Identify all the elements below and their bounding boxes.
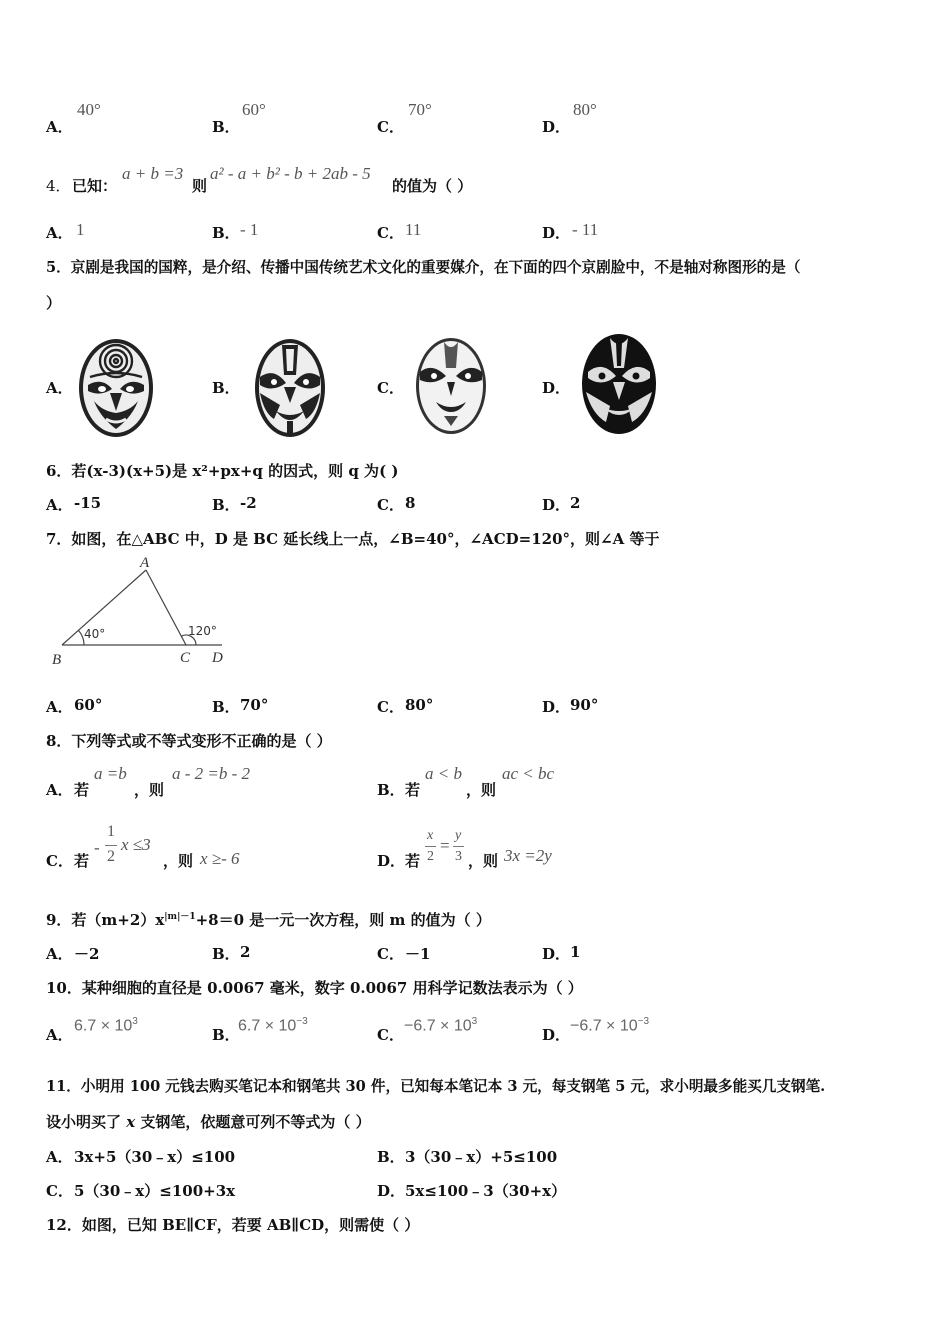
opera-mask-c-image [414, 336, 488, 436]
q11-option-d-label: D． [377, 1182, 406, 1200]
q8-option-d-numerator-y: y [455, 828, 462, 843]
q7-option-a-value: 60° [74, 696, 103, 714]
q6-option-d-value: 2 [570, 494, 581, 512]
q6-option-c-label: C． [377, 496, 404, 514]
q3-option-d-value: 80° [573, 100, 597, 119]
q4-option-c-value: 11 [405, 220, 422, 239]
q8-option-a-ze: ，则 [134, 781, 165, 799]
q8-option-c-fraction-bar [105, 845, 117, 846]
q9-text [46, 909, 491, 930]
q7-option-a-label: A． [46, 698, 73, 716]
q8-option-d-fraction-bar-2 [453, 846, 464, 847]
q8-option-d-label: D． [377, 852, 406, 870]
q7-label-d: D [212, 650, 223, 666]
q10-option-c-label: C． [377, 1026, 404, 1044]
q10-text: 10．某种细胞的直径是 0.0067 毫米，数字 0.0067 用科学记数法表示为（ ） [46, 979, 583, 997]
q6-option-a-label: A． [46, 496, 73, 514]
opera-mask-b-image [252, 337, 328, 439]
q8-option-d-denominator-2: 2 [427, 849, 434, 864]
q8-option-c-ze: ，则 [163, 852, 194, 870]
q4-condition: a + b =3 [122, 164, 184, 183]
q9-text-post: +8＝0 是一元一次方程，则 m 的值为（ ） [195, 911, 491, 929]
q7-option-d-label: D． [542, 698, 571, 716]
q11-text-line2 [46, 1111, 371, 1132]
q8-option-c-minus: - [94, 838, 100, 857]
q7-label-b: B [52, 652, 62, 668]
q9-option-a-label: A． [46, 945, 73, 963]
q12-text: 12．如图，已知 BE∥CF，若要 AB∥CD，则需使（ ） [46, 1216, 420, 1234]
opera-mask-a-image [76, 337, 156, 439]
q5-option-a-label: A． [46, 379, 73, 397]
q8-option-b-ze: ，则 [466, 781, 497, 799]
q4-suffix: 的值为（ ） [392, 177, 473, 195]
q4-option-d-value: - 11 [572, 220, 599, 239]
q8-option-b-result: ac < bc [502, 764, 555, 783]
q10-option-a-base: 6.7 × 10 [74, 1017, 133, 1035]
q10-option-d-value [570, 1016, 649, 1035]
q11-option-b-label: B． [377, 1148, 405, 1166]
q10-option-d-label: D． [542, 1026, 571, 1044]
q8-option-a-ruo: 若 [74, 781, 90, 799]
q11-option-d-value: 5x≤100﹣3（30+x） [405, 1182, 567, 1200]
q3-option-a-label: A． [46, 118, 73, 136]
q5-option-d-label: D． [542, 379, 571, 397]
q8-option-c-label: C． [46, 852, 73, 870]
q11-option-a-value: 3x+5（30﹣x）≤100 [74, 1148, 236, 1166]
q6-option-d-label: D． [542, 496, 571, 514]
q8-option-c-ruo: 若 [74, 852, 90, 870]
q10-option-c-base: −6.7 × 10 [404, 1017, 472, 1035]
q10-option-c-exp: 3 [471, 1016, 478, 1027]
q11-option-c-label: C． [46, 1182, 73, 1200]
q7-side-ac [146, 570, 186, 645]
q9-text-pre: 9．若（m+2）x [46, 911, 165, 929]
q3-option-b-value: 60° [242, 100, 266, 119]
q8-option-c-cond: x ≤3 [121, 835, 151, 854]
q4-number: 4． [46, 177, 71, 195]
q10-option-b-base: 6.7 × 10 [238, 1017, 297, 1035]
q7-option-b-label: B． [212, 698, 240, 716]
q10-option-a-exp: 3 [132, 1016, 138, 1027]
q3-option-b-label: B． [212, 118, 240, 136]
q10-option-b-value [238, 1016, 308, 1035]
q3-option-a-value: 40° [77, 100, 101, 119]
q3-option-c-value: 70° [408, 100, 432, 119]
q8-option-d-equals: = [440, 836, 450, 855]
q3-option-d-label: D． [542, 118, 571, 136]
q7-option-b-value: 70° [240, 696, 269, 714]
q5-option-c-label: C． [377, 379, 404, 397]
q3-option-c-label: C． [377, 118, 404, 136]
q10-option-d-exp: −3 [637, 1016, 650, 1027]
q11-line2-pre: 设小明买了 [46, 1113, 127, 1131]
q9-option-d-label: D． [542, 945, 571, 963]
q9-option-c-label: C． [377, 945, 404, 963]
q11-line2-x: x [126, 1113, 136, 1131]
q4-option-d-label: D． [542, 224, 571, 242]
q6-option-a-value: -15 [74, 494, 102, 512]
q9-option-c-value: －1 [405, 945, 431, 963]
q9-option-d-value: 1 [570, 943, 581, 961]
q7-angle-c-label: 120° [188, 624, 217, 638]
q11-option-b-value: 3（30﹣x）+5≤100 [405, 1148, 558, 1166]
q6-option-b-label: B． [212, 496, 240, 514]
q10-option-c-value [404, 1016, 477, 1035]
q4-option-b-value: - 1 [240, 220, 259, 239]
q11-option-c-value: 5（30﹣x）≤100+3x [74, 1182, 236, 1200]
q9-option-b-label: B． [212, 945, 240, 963]
q8-option-b-ruo: 若 [405, 781, 421, 799]
q6-option-c-value: 8 [405, 494, 416, 512]
q10-option-b-exp: −3 [296, 1016, 308, 1027]
q8-option-a-label: A． [46, 781, 73, 799]
q8-option-b-cond: a < b [425, 764, 462, 783]
q8-option-a-cond: a =b [94, 764, 127, 783]
opera-mask-d-image [580, 332, 658, 436]
q8-option-c-numerator: 1 [107, 823, 115, 840]
q7-label-a: A [140, 555, 150, 571]
q7-angle-b-label: 40° [84, 627, 106, 641]
q5-text-line2: ） [46, 294, 62, 312]
q8-option-c-result: x ≥- 6 [200, 849, 240, 868]
q4-option-c-label: C． [377, 224, 404, 242]
q6-option-b-value: -2 [240, 494, 257, 512]
q5-option-b-label: B． [212, 379, 240, 397]
q4-then: 则 [192, 177, 208, 195]
q11-option-a-label: A． [46, 1148, 73, 1166]
q8-option-d-result: 3x =2y [504, 846, 552, 865]
q8-option-d-numerator-x: x [427, 828, 434, 843]
q8-option-c-denominator: 2 [107, 848, 115, 865]
q8-option-a-result: a - 2 =b - 2 [172, 764, 251, 783]
q10-option-b-label: B． [212, 1026, 240, 1044]
q7-label-c: C [180, 650, 191, 666]
q8-option-d-ruo: 若 [405, 852, 421, 870]
q4-option-a-label: A． [46, 224, 73, 242]
q4-prefix: 已知： [72, 177, 118, 195]
q8-text: 8．下列等式或不等式变形不正确的是（ ） [46, 732, 332, 750]
q7-option-d-value: 90° [570, 696, 599, 714]
q11-text-line1: 11．小明用 100 元钱去购买笔记本和钢笔共 30 件，已知每本笔记本 3 元，每支钢笔 5 元，求小明最多能买几支钢笔. [46, 1078, 826, 1095]
q11-line2-post: 支钢笔，依题意可列不等式为（ ） [135, 1113, 371, 1131]
q8-option-d-denominator-3: 3 [455, 849, 462, 864]
q8-option-d-fraction-bar-1 [425, 846, 436, 847]
q5-text-line1: 5．京剧是我国的国粹，是介绍、传播中国传统艺术文化的重要媒介，在下面的四个京剧脸中，不是轴对称图形的是（ [46, 259, 801, 276]
q10-option-a-label: A． [46, 1026, 73, 1044]
q7-triangle-figure [40, 552, 240, 672]
q10-option-a-value [74, 1016, 138, 1035]
q7-option-c-label: C． [377, 698, 404, 716]
q4-expression: a² - a + b² - b + 2ab - 5 [210, 164, 371, 183]
q4-option-a-value: 1 [76, 220, 85, 239]
q4-option-b-label: B． [212, 224, 240, 242]
q9-exponent: |m|－1 [164, 912, 196, 922]
q6-text: 6．若(x-3)(x+5)是 x²+px+q 的因式，则 q 为( ) [46, 462, 399, 480]
q7-option-c-value: 80° [405, 696, 434, 714]
q9-option-a-value: －2 [74, 945, 100, 963]
q10-option-d-base: −6.7 × 10 [570, 1017, 638, 1035]
q8-option-b-label: B． [377, 781, 405, 799]
q7-text: 7．如图，在△ABC 中，D 是 BC 延长线上一点，∠B=40°，∠ACD=120°，则∠A 等于 [46, 530, 660, 548]
q9-option-b-value: 2 [240, 943, 251, 961]
q8-option-d-ze: ，则 [468, 852, 499, 870]
